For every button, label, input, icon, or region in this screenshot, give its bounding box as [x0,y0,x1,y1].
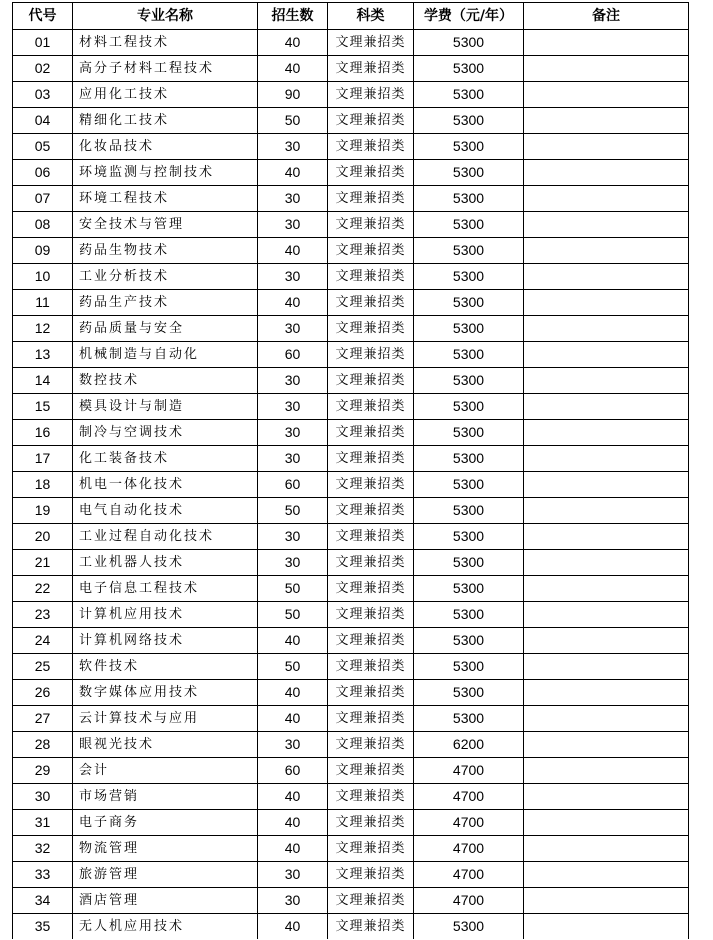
row-code: 22 [13,576,73,602]
row-major-name: 电子信息工程技术 [73,576,258,602]
row-code: 14 [13,368,73,394]
row-notes [524,342,689,368]
row-notes [524,316,689,342]
table-row [13,238,689,264]
row-major-name: 药品质量与安全 [73,316,258,342]
table-row [13,160,689,186]
row-tuition: 5300 [414,264,524,290]
row-major-name: 材料工程技术 [73,30,258,56]
row-category: 文理兼招类 [328,264,414,290]
row-major-name: 应用化工技术 [73,82,258,108]
row-tuition: 4700 [414,784,524,810]
row-tuition: 5300 [414,524,524,550]
row-notes [524,30,689,56]
row-notes [524,836,689,862]
row-category: 文理兼招类 [328,914,414,940]
row-notes [524,186,689,212]
table-row [13,810,689,836]
row-tuition: 5300 [414,914,524,940]
row-major-name: 机械制造与自动化 [73,342,258,368]
row-major-name: 无人机应用技术 [73,914,258,940]
row-enrollment-count: 50 [258,602,328,628]
row-major-name: 工业机器人技术 [73,550,258,576]
row-code: 35 [13,914,73,940]
row-enrollment-count: 30 [258,524,328,550]
row-category: 文理兼招类 [328,628,414,654]
enrollment-table [12,2,689,939]
row-category: 文理兼招类 [328,758,414,784]
row-enrollment-count: 30 [258,316,328,342]
table-row [13,654,689,680]
row-tuition: 5300 [414,576,524,602]
row-enrollment-count: 50 [258,108,328,134]
row-notes [524,160,689,186]
row-code: 11 [13,290,73,316]
row-code: 01 [13,30,73,56]
row-enrollment-count: 50 [258,654,328,680]
row-code: 02 [13,56,73,82]
table-row [13,446,689,472]
row-tuition: 5300 [414,654,524,680]
row-enrollment-count: 50 [258,576,328,602]
row-enrollment-count: 50 [258,498,328,524]
table-row [13,30,689,56]
row-enrollment-count: 30 [258,134,328,160]
table-row [13,732,689,758]
row-category: 文理兼招类 [328,212,414,238]
row-enrollment-count: 30 [258,186,328,212]
row-notes [524,446,689,472]
row-tuition: 5300 [414,316,524,342]
row-major-name: 工业过程自动化技术 [73,524,258,550]
row-major-name: 环境监测与控制技术 [73,160,258,186]
row-code: 17 [13,446,73,472]
table-row [13,368,689,394]
row-major-name: 安全技术与管理 [73,212,258,238]
table-row [13,56,689,82]
row-major-name: 精细化工技术 [73,108,258,134]
row-tuition: 5300 [414,706,524,732]
row-enrollment-count: 60 [258,342,328,368]
row-code: 07 [13,186,73,212]
table-row [13,316,689,342]
table-row [13,784,689,810]
row-notes [524,290,689,316]
row-enrollment-count: 30 [258,862,328,888]
row-tuition: 5300 [414,446,524,472]
table-row [13,342,689,368]
row-code: 31 [13,810,73,836]
header-code: 代号 [13,3,73,30]
row-major-name: 电子商务 [73,810,258,836]
row-major-name: 数控技术 [73,368,258,394]
row-category: 文理兼招类 [328,862,414,888]
row-category: 文理兼招类 [328,654,414,680]
row-notes [524,654,689,680]
row-category: 文理兼招类 [328,602,414,628]
row-code: 20 [13,524,73,550]
enrollment-table-container [12,2,689,939]
table-row [13,576,689,602]
table-row [13,602,689,628]
row-tuition: 4700 [414,888,524,914]
row-category: 文理兼招类 [328,108,414,134]
row-tuition: 5300 [414,680,524,706]
row-major-name: 药品生物技术 [73,238,258,264]
row-notes [524,732,689,758]
row-notes [524,810,689,836]
row-tuition: 5300 [414,108,524,134]
row-enrollment-count: 40 [258,836,328,862]
row-category: 文理兼招类 [328,316,414,342]
row-notes [524,134,689,160]
table-row [13,264,689,290]
row-tuition: 4700 [414,810,524,836]
table-row [13,186,689,212]
row-tuition: 5300 [414,342,524,368]
table-row [13,472,689,498]
row-category: 文理兼招类 [328,680,414,706]
table-row [13,108,689,134]
row-major-name: 模具设计与制造 [73,394,258,420]
row-category: 文理兼招类 [328,30,414,56]
row-code: 25 [13,654,73,680]
row-notes [524,862,689,888]
row-notes [524,368,689,394]
row-category: 文理兼招类 [328,706,414,732]
row-notes [524,56,689,82]
row-category: 文理兼招类 [328,732,414,758]
row-notes [524,108,689,134]
row-code: 18 [13,472,73,498]
row-code: 09 [13,238,73,264]
row-notes [524,628,689,654]
row-major-name: 数字媒体应用技术 [73,680,258,706]
row-major-name: 工业分析技术 [73,264,258,290]
header-enrollment-count: 招生数 [258,3,328,30]
header-tuition: 学费（元/年） [414,3,524,30]
row-tuition: 5300 [414,368,524,394]
row-major-name: 电气自动化技术 [73,498,258,524]
header-major-name: 专业名称 [73,3,258,30]
row-category: 文理兼招类 [328,784,414,810]
table-row [13,888,689,914]
row-tuition: 5300 [414,82,524,108]
row-tuition: 5300 [414,602,524,628]
row-notes [524,784,689,810]
row-tuition: 4700 [414,758,524,784]
row-category: 文理兼招类 [328,498,414,524]
row-code: 15 [13,394,73,420]
row-code: 32 [13,836,73,862]
row-notes [524,420,689,446]
row-code: 24 [13,628,73,654]
row-code: 12 [13,316,73,342]
row-tuition: 5300 [414,628,524,654]
table-row [13,394,689,420]
row-category: 文理兼招类 [328,56,414,82]
row-code: 34 [13,888,73,914]
row-category: 文理兼招类 [328,810,414,836]
row-notes [524,550,689,576]
row-major-name: 化妆品技术 [73,134,258,160]
row-enrollment-count: 30 [258,420,328,446]
row-notes [524,238,689,264]
row-tuition: 5300 [414,472,524,498]
row-code: 19 [13,498,73,524]
row-tuition: 6200 [414,732,524,758]
row-major-name: 眼视光技术 [73,732,258,758]
row-code: 21 [13,550,73,576]
table-row [13,680,689,706]
row-enrollment-count: 40 [258,160,328,186]
row-category: 文理兼招类 [328,134,414,160]
table-row [13,706,689,732]
row-tuition: 5300 [414,186,524,212]
row-category: 文理兼招类 [328,186,414,212]
row-tuition: 5300 [414,30,524,56]
table-row [13,82,689,108]
row-code: 06 [13,160,73,186]
row-code: 13 [13,342,73,368]
row-tuition: 5300 [414,420,524,446]
row-major-name: 酒店管理 [73,888,258,914]
row-notes [524,914,689,940]
row-tuition: 5300 [414,160,524,186]
row-code: 33 [13,862,73,888]
row-category: 文理兼招类 [328,420,414,446]
table-row [13,914,689,940]
table-row [13,862,689,888]
table-row [13,550,689,576]
row-enrollment-count: 40 [258,914,328,940]
row-code: 05 [13,134,73,160]
row-notes [524,602,689,628]
row-tuition: 4700 [414,836,524,862]
row-tuition: 4700 [414,862,524,888]
row-enrollment-count: 30 [258,550,328,576]
row-major-name: 旅游管理 [73,862,258,888]
row-notes [524,706,689,732]
row-tuition: 5300 [414,238,524,264]
row-enrollment-count: 40 [258,238,328,264]
row-notes [524,82,689,108]
row-category: 文理兼招类 [328,238,414,264]
row-code: 29 [13,758,73,784]
row-tuition: 5300 [414,394,524,420]
table-row [13,524,689,550]
row-notes [524,212,689,238]
row-enrollment-count: 40 [258,784,328,810]
row-tuition: 5300 [414,498,524,524]
header-notes: 备注 [524,3,689,30]
row-category: 文理兼招类 [328,82,414,108]
row-enrollment-count: 40 [258,706,328,732]
row-major-name: 会计 [73,758,258,784]
row-code: 04 [13,108,73,134]
row-category: 文理兼招类 [328,342,414,368]
row-tuition: 5300 [414,56,524,82]
table-row [13,420,689,446]
row-enrollment-count: 30 [258,446,328,472]
row-tuition: 5300 [414,212,524,238]
row-code: 26 [13,680,73,706]
row-code: 27 [13,706,73,732]
row-major-name: 云计算技术与应用 [73,706,258,732]
row-category: 文理兼招类 [328,836,414,862]
row-enrollment-count: 40 [258,30,328,56]
row-enrollment-count: 40 [258,56,328,82]
row-major-name: 化工装备技术 [73,446,258,472]
row-notes [524,264,689,290]
table-row [13,290,689,316]
row-category: 文理兼招类 [328,888,414,914]
row-category: 文理兼招类 [328,472,414,498]
row-code: 03 [13,82,73,108]
row-major-name: 计算机网络技术 [73,628,258,654]
row-category: 文理兼招类 [328,160,414,186]
row-tuition: 5300 [414,134,524,160]
row-code: 08 [13,212,73,238]
row-major-name: 高分子材料工程技术 [73,56,258,82]
row-notes [524,394,689,420]
row-tuition: 5300 [414,550,524,576]
row-code: 10 [13,264,73,290]
row-enrollment-count: 30 [258,212,328,238]
row-code: 28 [13,732,73,758]
table-row [13,134,689,160]
row-enrollment-count: 40 [258,680,328,706]
row-enrollment-count: 30 [258,394,328,420]
row-category: 文理兼招类 [328,290,414,316]
row-major-name: 软件技术 [73,654,258,680]
row-enrollment-count: 30 [258,888,328,914]
row-notes [524,472,689,498]
row-notes [524,498,689,524]
row-enrollment-count: 30 [258,732,328,758]
row-enrollment-count: 30 [258,368,328,394]
table-row [13,836,689,862]
row-code: 23 [13,602,73,628]
row-code: 30 [13,784,73,810]
row-notes [524,576,689,602]
row-enrollment-count: 30 [258,264,328,290]
table-body [13,30,689,940]
header-category: 科类 [328,3,414,30]
row-code: 16 [13,420,73,446]
row-major-name: 环境工程技术 [73,186,258,212]
row-enrollment-count: 40 [258,810,328,836]
row-major-name: 市场营销 [73,784,258,810]
row-notes [524,680,689,706]
row-enrollment-count: 90 [258,82,328,108]
row-major-name: 计算机应用技术 [73,602,258,628]
row-enrollment-count: 60 [258,472,328,498]
row-enrollment-count: 40 [258,290,328,316]
row-category: 文理兼招类 [328,394,414,420]
table-row [13,212,689,238]
row-category: 文理兼招类 [328,368,414,394]
row-major-name: 物流管理 [73,836,258,862]
row-enrollment-count: 40 [258,628,328,654]
table-row [13,628,689,654]
row-tuition: 5300 [414,290,524,316]
table-row [13,498,689,524]
row-notes [524,758,689,784]
row-category: 文理兼招类 [328,550,414,576]
row-major-name: 机电一体化技术 [73,472,258,498]
row-enrollment-count: 60 [258,758,328,784]
row-notes [524,888,689,914]
row-category: 文理兼招类 [328,576,414,602]
row-major-name: 制冷与空调技术 [73,420,258,446]
row-category: 文理兼招类 [328,446,414,472]
row-notes [524,524,689,550]
table-header-row [13,3,689,30]
row-category: 文理兼招类 [328,524,414,550]
table-row [13,758,689,784]
row-major-name: 药品生产技术 [73,290,258,316]
